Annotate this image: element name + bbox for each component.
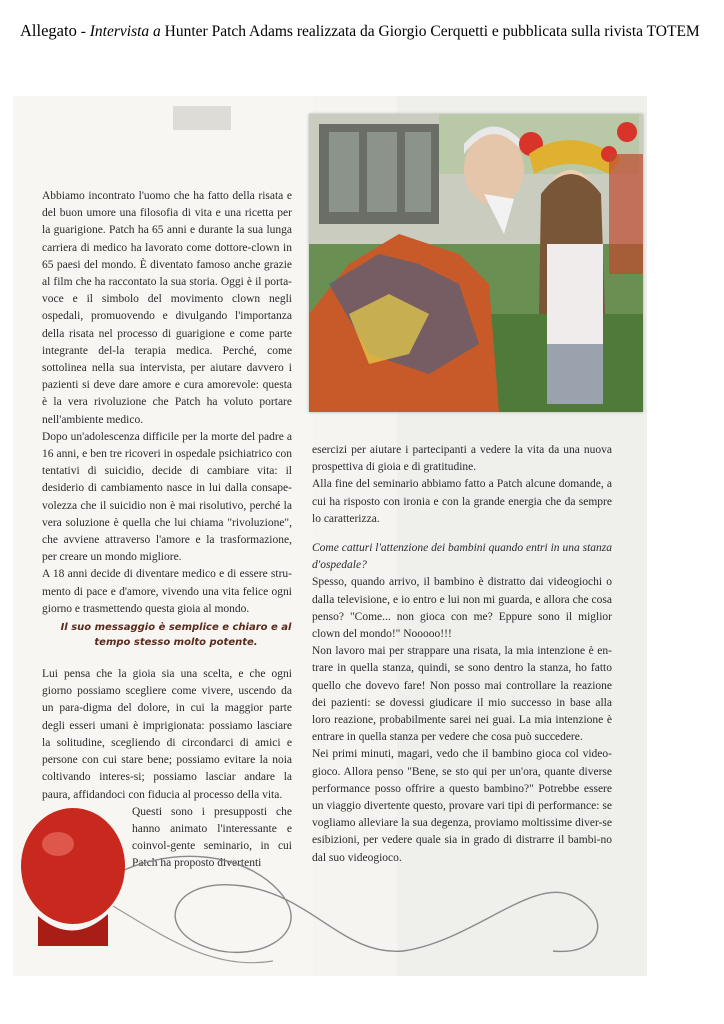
header-lead: Allegato	[20, 21, 77, 40]
answer-paragraph-1: Spesso, quando arrivo, il bambino è distratto dai videogiochi o dalla televisione, e io entro e lui non mi guarda, e allora che cosa penso? "Come... non gioca con me? Eppure sono il miglior clown del mondo!" Nooooo!!!	[312, 576, 612, 641]
magazine-scan	[13, 96, 647, 976]
left-paragraph-2: Dopo un'adolescenza difficile per la morte del padre a 16 anni, e ben tre ricoveri in ospedale psichiatrico con tentativi di suicidio, decide di cambiare vita: il desiderio di cambiamento nasce in lui dalla consape-volezza che il suicidio non è mai risolutivo, perché la vera soluzione è quella che lui chiama "rivoluzione", che avviene attraverso l'amore e la trasformazione, per creare un mondo migliore.	[42, 430, 292, 564]
attachment-header	[20, 21, 700, 41]
photo-patch-adams	[309, 114, 643, 412]
right-paragraph-2: Alla fine del seminario abbiamo fatto a Patch alcune domande, a cui ha risposto con ironia e con la grande energia che da sempre lo caratterizza.	[312, 478, 612, 525]
page-tab-mark	[173, 106, 231, 130]
clown-nose-decoration	[18, 796, 128, 956]
interview-question: Come catturi l'attenzione dei bambini quando entri in una stanza d'ospedale?	[312, 542, 612, 572]
photo-illustration	[309, 114, 643, 412]
left-paragraph-5: Questi sono i presupposti che hanno animato l'interessante e coinvol-gente seminario, in cui Patch ha proposto divertenti	[132, 805, 292, 870]
header-italic: Intervista a	[89, 23, 161, 40]
left-paragraph-3: A 18 anni decide di diventare medico e di essere stru-mento di pace e d'amore, vivendo una vita felice ogni giorno e trasmettendo questa gioia al mondo.	[42, 568, 292, 615]
right-paragraph-1: esercizi per aiutare i partecipanti a vedere la vita da una nuova prospettiva di gioia e di gratitudine.	[312, 444, 612, 474]
header-dash: -	[76, 23, 90, 40]
left-paragraph-4: Lui pensa che la gioia sia una scelta, e che ogni giorno possiamo scegliere come vivere, uscendo da un para-digma del dolore, in cui la maggior parte degli esseri umani è imprigionata: possiamo lasciare la solitudine, scegliendo di circondarci di amici e persone con cui stare bene; possiamo evitare la noia coltivando interes-si; possiamo lasciar andare la paura, affidandoci con fiducia al processo della vita.	[42, 668, 292, 801]
left-paragraph-1: Abbiamo incontrato l'uomo che ha fatto della risata e del buon umore una filosofia di vita e una ricetta per la guarigione. Patch ha 65 anni e durante la sua lunga carriera di medico ha lavorato come dottore-clown in 65 paesi del mondo. È diventato famoso anche grazie al film che ha raccontato la sua storia. Oggi è il porta-voce e il simbolo del movimento clown negli ospedali, promuovendo e divulgando l'importanza della risata nel processo di guarigione e come parte integrante del-la terapia medica. Perché, come sottolinea nella sua intervista, per aiutare davvero i pazienti si deve dare amore e cura amorevole: questa è la vera rivoluzione che Patch ha voluto portare nell'ambiente medico.	[42, 190, 292, 426]
header-rest: Hunter Patch Adams realizzata da Giorgio Cerquetti e pubblicata sulla rivista TOTEM	[160, 23, 700, 40]
answer-paragraph-3: Nei primi minuti, magari, vedo che il bambino gioca col video-gioco. Allora penso "Bene, se sto qui per un'ora, quante diverse performance posso offrire a questo bambino?" Potrebbe essere un viaggio divertente questo, provare vari tipi di performance: se vogliamo alleviare la sua degenza, proviamo moltissime diver-se esibizioni, per vedere quale sia in grado di distrarre il bambi-no dal suo videogioco.	[312, 748, 612, 864]
pull-quote: Il suo messaggio è semplice e chiaro e al tempo stesso molto potente.	[60, 622, 292, 648]
answer-paragraph-2: Non lavoro mai per strappare una risata, la mia intenzione è en-trare in quella stanza, quindi, se sono dentro la stanza, ho fatto quello che dovevo fare! Non posso mai controllare la reazione dei pazienti: se dovessi giudicare il mio successo in base alla loro reazione, probabilmente sarei nei guai. La mia intenzione è entrare in quella stanza per vedere che cosa può succedere.	[312, 645, 612, 744]
